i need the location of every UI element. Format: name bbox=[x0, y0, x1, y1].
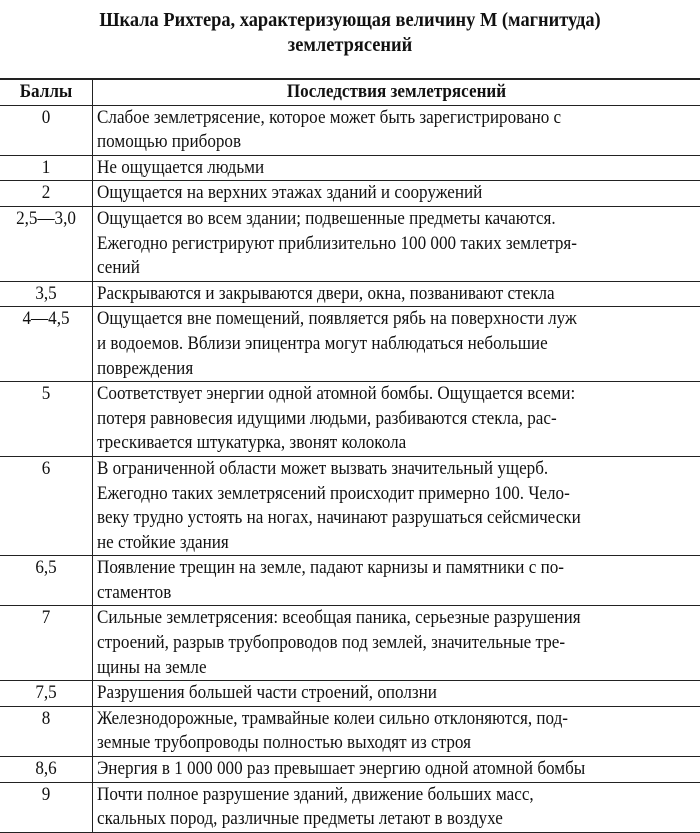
effects-line: повреждения bbox=[97, 357, 636, 382]
table-row bbox=[0, 757, 700, 783]
effects-line: Не ощущается людьми bbox=[97, 156, 636, 181]
score-cell: 8 bbox=[0, 706, 93, 756]
effects-line: Ощущается на верхних этажах зданий и сооружений bbox=[97, 181, 636, 206]
effects-cell bbox=[93, 757, 700, 783]
effects-cell bbox=[93, 782, 700, 832]
effects-line: Ежегодно таких землетрясений происходит примерно 100. Чело- bbox=[97, 482, 636, 507]
effects-cell bbox=[93, 382, 700, 457]
score-cell: 6 bbox=[0, 456, 93, 555]
effects-line: земные трубопроводы полностью выходят из строя bbox=[97, 731, 636, 756]
score-cell: 9 bbox=[0, 782, 93, 832]
effects-cell bbox=[93, 706, 700, 756]
score-cell: 3,5 bbox=[0, 281, 93, 307]
effects-line: и водоемов. Вблизи эпицентра могут наблюдаться небольшие bbox=[97, 332, 636, 357]
header-effects: Последствия землетрясений bbox=[93, 79, 700, 105]
score-cell: 4—4,5 bbox=[0, 307, 93, 382]
title-line: Шкала Рихтера, характеризующая величину М (магнитуда) bbox=[28, 8, 672, 33]
effects-line: веку трудно устоять на ногах, начинают разрушаться сейсмически bbox=[97, 506, 636, 531]
header-score: Баллы bbox=[0, 79, 93, 105]
table-row bbox=[0, 281, 700, 307]
effects-line: щины на земле bbox=[97, 656, 636, 681]
effects-cell bbox=[93, 206, 700, 281]
effects-line: Соответствует энергии одной атомной бомбы. Ощущается всеми: bbox=[97, 382, 636, 407]
table-row bbox=[0, 206, 700, 281]
title-line: землетрясений bbox=[28, 33, 672, 58]
effects-line: сений bbox=[97, 256, 636, 281]
table-row bbox=[0, 606, 700, 681]
effects-line: трескивается штукатурка, звонят колокола bbox=[97, 431, 636, 456]
score-cell: 7 bbox=[0, 606, 93, 681]
score-cell: 2,5—3,0 bbox=[0, 206, 93, 281]
richter-scale-table bbox=[0, 78, 700, 833]
table-header-row bbox=[0, 79, 700, 105]
score-cell: 7,5 bbox=[0, 681, 93, 707]
effects-line: скальных пород, различные предметы летают в воздухе bbox=[97, 807, 636, 832]
effects-line: Энергия в 1 000 000 раз превышает энергию одной атомной бомбы bbox=[97, 757, 636, 782]
effects-line: не стойкие здания bbox=[97, 531, 636, 556]
table-row bbox=[0, 382, 700, 457]
effects-cell bbox=[93, 105, 700, 155]
effects-line: Ощущается вне помещений, появляется рябь на поверхности луж bbox=[97, 307, 636, 332]
table-row bbox=[0, 456, 700, 555]
effects-cell bbox=[93, 281, 700, 307]
table-row bbox=[0, 681, 700, 707]
score-cell: 2 bbox=[0, 181, 93, 207]
effects-cell bbox=[93, 606, 700, 681]
effects-line: стаментов bbox=[97, 581, 636, 606]
effects-line: В ограниченной области может вызвать значительный ущерб. bbox=[97, 457, 636, 482]
effects-line: Почти полное разрушение зданий, движение больших масс, bbox=[97, 783, 636, 808]
document-title bbox=[0, 0, 700, 78]
effects-line: Ежегодно регистрируют приблизительно 100 000 таких землетря- bbox=[97, 232, 636, 257]
effects-line: Слабое землетрясение, которое может быть зарегистрировано с bbox=[97, 106, 636, 131]
effects-line: строений, разрыв трубопроводов под землей, значительные тре- bbox=[97, 631, 636, 656]
table-row bbox=[0, 706, 700, 756]
effects-line: потеря равновесия идущими людьми, разбиваются стекла, рас- bbox=[97, 407, 636, 432]
score-cell: 0 bbox=[0, 105, 93, 155]
effects-cell bbox=[93, 155, 700, 181]
table-row bbox=[0, 782, 700, 832]
effects-cell bbox=[93, 681, 700, 707]
score-cell: 5 bbox=[0, 382, 93, 457]
table-row bbox=[0, 307, 700, 382]
effects-cell bbox=[93, 556, 700, 606]
effects-cell bbox=[93, 456, 700, 555]
table-row bbox=[0, 181, 700, 207]
effects-cell bbox=[93, 307, 700, 382]
score-cell: 6,5 bbox=[0, 556, 93, 606]
score-cell: 8,6 bbox=[0, 757, 93, 783]
score-cell: 1 bbox=[0, 155, 93, 181]
effects-line: Раскрываются и закрываются двери, окна, позванивают стекла bbox=[97, 282, 636, 307]
effects-line: Сильные землетрясения: всеобщая паника, серьезные разрушения bbox=[97, 606, 636, 631]
effects-line: Железнодорожные, трамвайные колеи сильно отклоняются, под- bbox=[97, 707, 636, 732]
table-row bbox=[0, 155, 700, 181]
table-row bbox=[0, 556, 700, 606]
effects-cell bbox=[93, 181, 700, 207]
effects-line: помощью приборов bbox=[97, 130, 636, 155]
table-row bbox=[0, 105, 700, 155]
effects-line: Ощущается во всем здании; подвешенные предметы качаются. bbox=[97, 207, 636, 232]
effects-line: Разрушения большей части строений, оползни bbox=[97, 681, 636, 706]
effects-line: Появление трещин на земле, падают карнизы и памятники с по- bbox=[97, 556, 636, 581]
